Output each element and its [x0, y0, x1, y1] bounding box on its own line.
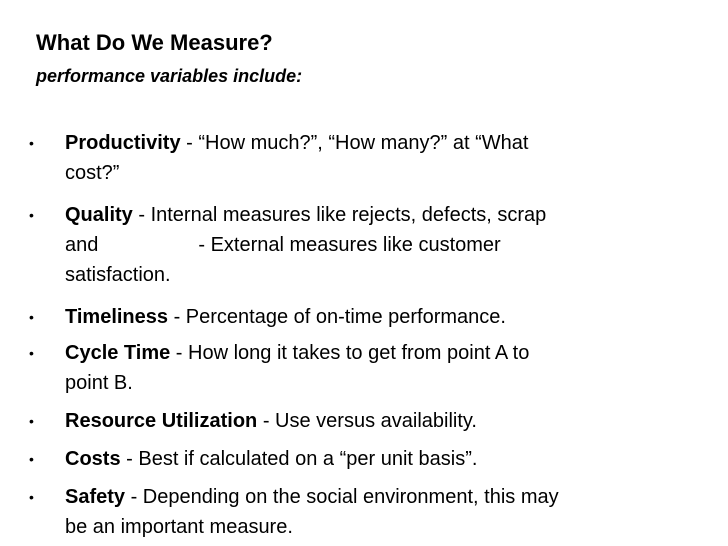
- bullet-text: [65, 302, 685, 332]
- bullet-line: satisfaction.: [65, 264, 171, 286]
- bullet-term: Costs: [65, 448, 121, 470]
- bullet-text: [65, 482, 685, 542]
- bullet-line: cost?”: [65, 162, 120, 184]
- bullet-icon: •: [29, 451, 34, 467]
- bullet-term: Timeliness: [65, 306, 169, 328]
- bullet-line: [65, 444, 685, 474]
- bullet-description: - External measures like customer: [198, 234, 501, 256]
- bullet-icon: •: [29, 309, 34, 325]
- bullet-icon: •: [29, 135, 34, 151]
- bullet-term: Productivity: [65, 132, 181, 154]
- bullet-description: - Use versus availability.: [257, 410, 477, 432]
- bullet-line: be an important measure.: [65, 516, 293, 538]
- slide-subtitle: performance variables include:: [36, 66, 303, 86]
- bullet-term: Cycle Time: [65, 342, 171, 364]
- bullet-text: [65, 338, 685, 398]
- bullet-line: [65, 200, 685, 230]
- bullet-description: - Depending on the social environment, this may: [125, 486, 559, 508]
- bullet-line: [65, 230, 685, 260]
- bullet-term: Safety: [65, 486, 126, 508]
- bullet-icon: •: [29, 489, 34, 505]
- bullet-description: - Best if calculated on a “per unit basis”.: [120, 448, 478, 470]
- bullet-description: - Internal measures like rejects, defects, scrap: [132, 204, 547, 226]
- bullet-description: - Percentage of on-time performance.: [168, 306, 506, 328]
- bullet-description: - “How much?”, “How many?” at “What: [180, 132, 529, 154]
- bullet-description: - How long it takes to get from point A to: [170, 342, 530, 364]
- bullet-term: Quality: [65, 204, 133, 226]
- bullet-line: [65, 302, 685, 332]
- bullet-icon: •: [29, 345, 34, 361]
- bullet-line: point B.: [65, 372, 133, 394]
- bullet-line: [65, 338, 685, 368]
- bullet-line: [65, 482, 685, 512]
- bullet-description: and: [65, 234, 99, 256]
- bullet-icon: •: [29, 207, 34, 223]
- bullet-icon: •: [29, 413, 34, 429]
- bullet-text: [65, 128, 685, 188]
- bullet-line: [65, 128, 685, 158]
- slide-title: What Do We Measure?: [36, 30, 273, 55]
- bullet-term: Resource Utilization: [65, 410, 258, 432]
- bullet-text: [65, 444, 685, 474]
- bullet-line: [65, 406, 685, 436]
- bullet-text: [65, 406, 685, 436]
- bullet-text: [65, 200, 685, 290]
